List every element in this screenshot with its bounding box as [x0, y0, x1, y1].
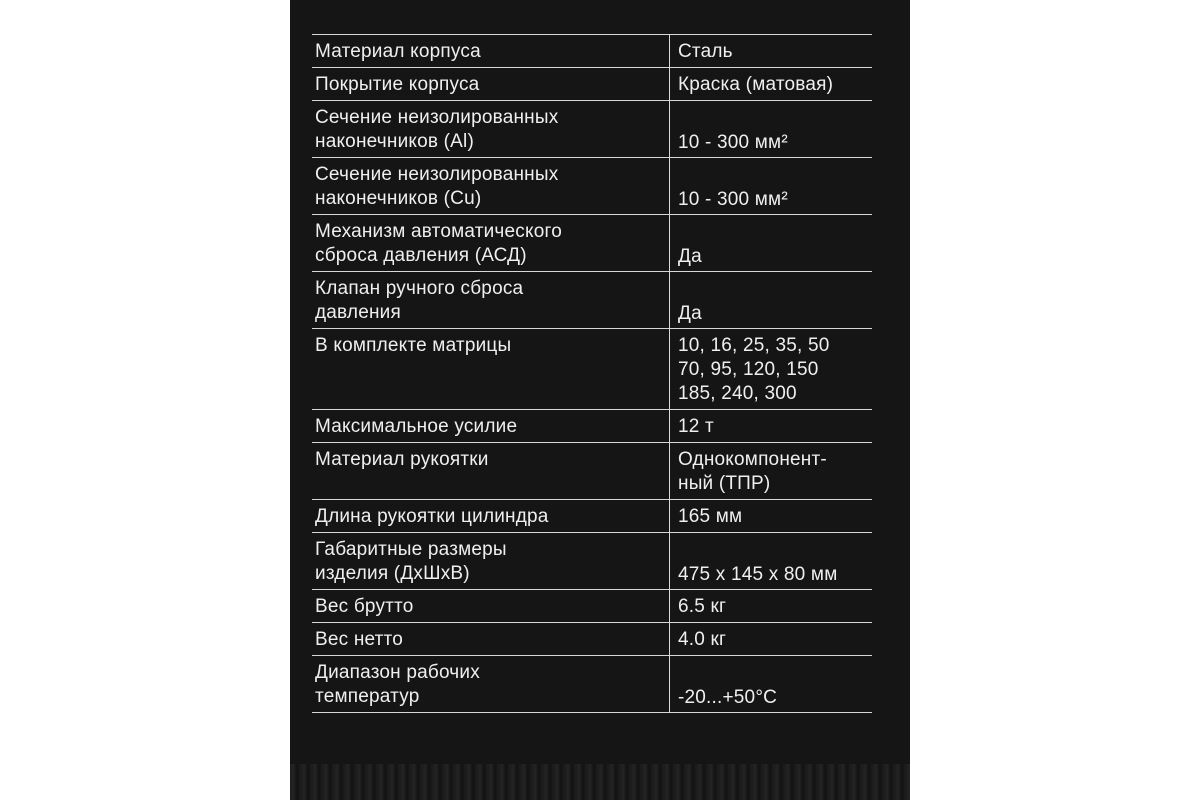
spec-row [312, 443, 872, 500]
spec-param-value: 10, 16, 25, 35, 50 70, 95, 120, 150 185, 240, 300 [670, 329, 873, 410]
spec-param-value: Краска (матовая) [670, 68, 873, 101]
spec-param-value: 475 х 145 х 80 мм [670, 533, 873, 590]
spec-row [312, 533, 872, 590]
spec-row [312, 656, 872, 713]
spec-param-value: 12 т [670, 410, 873, 443]
spec-param-label: Вес брутто [312, 590, 670, 623]
spec-param-label: Сечение неизолированных наконечников (Al) [312, 101, 670, 158]
spec-param-value: 10 - 300 мм² [670, 101, 873, 158]
spec-row [312, 68, 872, 101]
spec-param-label: Сечение неизолированных наконечников (Cu) [312, 158, 670, 215]
spec-param-value: 6.5 кг [670, 590, 873, 623]
spec-row [312, 410, 872, 443]
spec-row [312, 329, 872, 410]
spec-row [312, 623, 872, 656]
spec-param-value: Однокомпонент- ный (ТПР) [670, 443, 873, 500]
spec-row [312, 101, 872, 158]
spec-param-value: Да [670, 215, 873, 272]
spec-param-label: Габаритные размеры изделия (ДхШхВ) [312, 533, 670, 590]
spec-row [312, 35, 872, 68]
spec-row [312, 590, 872, 623]
spec-param-label: В комплекте матрицы [312, 329, 670, 410]
spec-param-label: Покрытие корпуса [312, 68, 670, 101]
spec-param-value: 4.0 кг [670, 623, 873, 656]
spec-param-label: Клапан ручного сброса давления [312, 272, 670, 329]
spec-param-label: Вес нетто [312, 623, 670, 656]
spec-param-label: Длина рукоятки цилиндра [312, 500, 670, 533]
specification-table [312, 34, 872, 713]
spec-row [312, 272, 872, 329]
spec-param-value: 10 - 300 мм² [670, 158, 873, 215]
spec-param-label: Диапазон рабочих температур [312, 656, 670, 713]
spec-row [312, 158, 872, 215]
spec-param-label: Материал корпуса [312, 35, 670, 68]
spec-row [312, 215, 872, 272]
spec-param-value: Да [670, 272, 873, 329]
spec-param-label: Материал рукоятки [312, 443, 670, 500]
spec-param-label: Механизм автоматического сброса давления (АСД) [312, 215, 670, 272]
spec-row [312, 500, 872, 533]
spec-param-value: -20...+50°C [670, 656, 873, 713]
spec-param-label: Максимальное усилие [312, 410, 670, 443]
spec-param-value: Сталь [670, 35, 873, 68]
specification-table-body [312, 35, 872, 713]
spec-param-value: 165 мм [670, 500, 873, 533]
